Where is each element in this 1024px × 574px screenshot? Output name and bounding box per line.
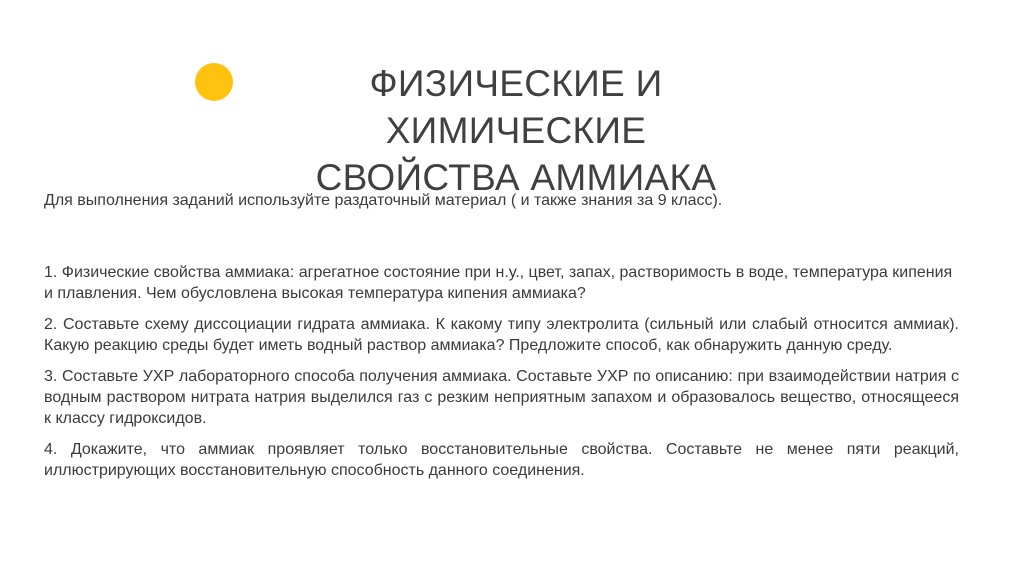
task-list (44, 262, 959, 491)
task-item-2: 2. Составьте схему диссоциации гидрата аммиака. К какому типу электролита (сильный или слабый относится аммиак). Какую реакцию среды будет иметь водный раствор аммиака? Предложите способ, как обнаружить данную среду. (44, 316, 959, 354)
task-item-4: 4. Докажите, что аммиак проявляет только восстановительные свойства. Составьте не менее пяти реакций, иллюстрирующих восстановительную способность данного соединения. (44, 441, 959, 479)
task-item-3: 3. Составьте УХР лабораторного способа получения аммиака. Составьте УХР по описанию: при взаимодействии натрия с водным раствором нитрата натрия выделился газ с резким неприятным запахом и образовалось вещество, относящееся к классу гидроксидов. (44, 368, 959, 427)
intro-text: Для выполнения заданий используйте раздаточный материал ( и также знания за 9 класс). (44, 192, 723, 209)
slide-title-line-2: СВОЙСТВА АММИАКА (315, 157, 717, 198)
slide-title-line-1: ФИЗИЧЕСКИЕ И ХИМИЧЕСКИЕ (369, 63, 663, 151)
title-bullet-dot (195, 63, 233, 101)
task-item-1: 1. Физические свойства аммиака: агрегатное состояние при н.у., цвет, запах, растворимость в воде, температура кипения и плавления. Чем обусловлена высокая температура кипения аммиака? (44, 264, 953, 302)
slide-title (236, 60, 796, 201)
